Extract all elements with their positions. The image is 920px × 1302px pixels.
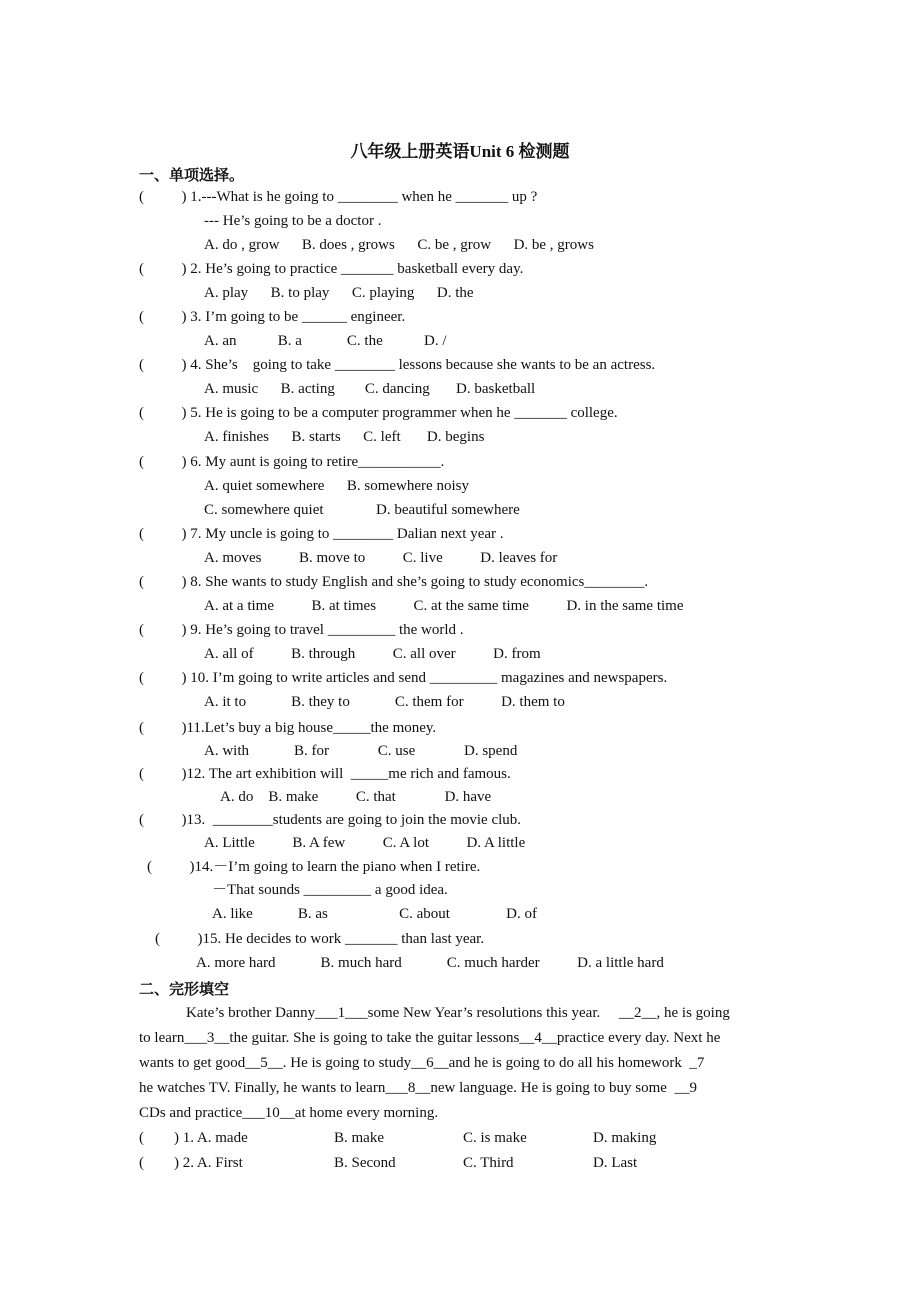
cloze-line-3: wants to get good__5__. He is going to study__6__and he is going to do all his homework _7 — [139, 1055, 705, 1071]
question-15-options: A. more hard B. much hard C. much harder D. a little hard — [196, 955, 664, 971]
cloze-question-2-b: B. Second — [334, 1155, 396, 1171]
question-4-options: A. music B. acting C. dancing D. basketball — [204, 381, 536, 397]
question-5-options: A. finishes B. starts C. left D. begins — [204, 429, 485, 445]
question-4-stem: ( ) 4. She’s going to take ________ lessons because she wants to be an actress. — [139, 357, 656, 373]
cloze-question-2-d: D. Last — [593, 1155, 638, 1171]
question-11-options: A. with B. for C. use D. spend — [204, 743, 518, 759]
question-9-options: A. all of B. through C. all over D. from — [204, 646, 541, 662]
question-13-stem: ( )13. ________students are going to join the movie club. — [139, 812, 522, 828]
question-3-stem: ( ) 3. I’m going to be ______ engineer. — [139, 309, 406, 325]
question-10-options: A. it to B. they to C. them for D. them to — [204, 694, 565, 710]
question-1-stem: ( ) 1.---What is he going to ________ when he _______ up ? — [139, 189, 538, 205]
cloze-question-1-d: D. making — [593, 1130, 657, 1146]
cloze-question-1-c: C. is make — [463, 1130, 527, 1146]
question-1-options: A. do , grow B. does , grows C. be , grow D. be , grows — [204, 237, 594, 253]
question-7-stem: ( ) 7. My uncle is going to ________ Dalian next year . — [139, 526, 504, 542]
question-10-stem: ( ) 10. I’m going to write articles and send _________ magazines and newspapers. — [139, 670, 668, 686]
question-6-stem: ( ) 6. My aunt is going to retire___________. — [139, 454, 445, 470]
section-heading-multiple-choice: 一、单项选择。 — [139, 168, 245, 184]
question-2-stem: ( ) 2. He’s going to practice _______ basketball every day. — [139, 261, 524, 277]
question-6-options-2: C. somewhere quiet D. beautiful somewhere — [204, 502, 520, 518]
question-2-options: A. play B. to play C. playing D. the — [204, 285, 474, 301]
question-8-stem: ( ) 8. She wants to study English and she’s going to study economics________. — [139, 574, 649, 590]
cloze-question-1-b: B. make — [334, 1130, 384, 1146]
cloze-line-2: to learn___3__the guitar. She is going to take the guitar lessons__4__practice every day. Next he — [139, 1030, 721, 1046]
cloze-line-4: he watches TV. Finally, he wants to learn___8__new language. He is going to buy some __9 — [139, 1080, 697, 1096]
cloze-question-2-c: C. Third — [463, 1155, 514, 1171]
question-12-options: A. do B. make C. that D. have — [220, 789, 492, 805]
question-11-stem: ( )11.Let’s buy a big house_____the money. — [139, 720, 437, 736]
question-8-options: A. at a time B. at times C. at the same time D. in the same time — [204, 598, 684, 614]
cloze-question-2-a: ( ) 2. A. First — [139, 1155, 243, 1171]
question-6-options: A. quiet somewhere B. somewhere noisy — [204, 478, 469, 494]
section-heading-cloze: 二、完形填空 — [139, 982, 230, 998]
cloze-line-5: CDs and practice___10__at home every morning. — [139, 1105, 439, 1121]
question-13-options: A. Little B. A few C. A lot D. A little — [204, 835, 526, 851]
question-1-stem-2: --- He’s going to be a doctor . — [204, 213, 382, 229]
question-7-options: A. moves B. move to C. live D. leaves for — [204, 550, 558, 566]
question-14-options: A. like B. as C. about D. of — [212, 906, 537, 922]
question-12-stem: ( )12. The art exhibition will _____me rich and famous. — [139, 766, 511, 782]
question-15-stem: ( )15. He decides to work _______ than last year. — [155, 931, 485, 947]
question-14-stem: ( )14.－I’m going to learn the piano when I retire. — [147, 859, 481, 875]
question-14-stem-2: －That sounds _________ a good idea. — [212, 882, 448, 898]
cloze-line-1: Kate’s brother Danny___1___some New Year’s resolutions this year. __2__, he is going — [186, 1005, 730, 1021]
cloze-question-1-a: ( ) 1. A. made — [139, 1130, 248, 1146]
question-3-options: A. an B. a C. the D. / — [204, 333, 447, 349]
question-5-stem: ( ) 5. He is going to be a computer programmer when he _______ college. — [139, 405, 618, 421]
page-title: 八年级上册英语Unit 6 检测题 — [350, 142, 570, 161]
question-9-stem: ( ) 9. He’s going to travel _________ the world . — [139, 622, 464, 638]
